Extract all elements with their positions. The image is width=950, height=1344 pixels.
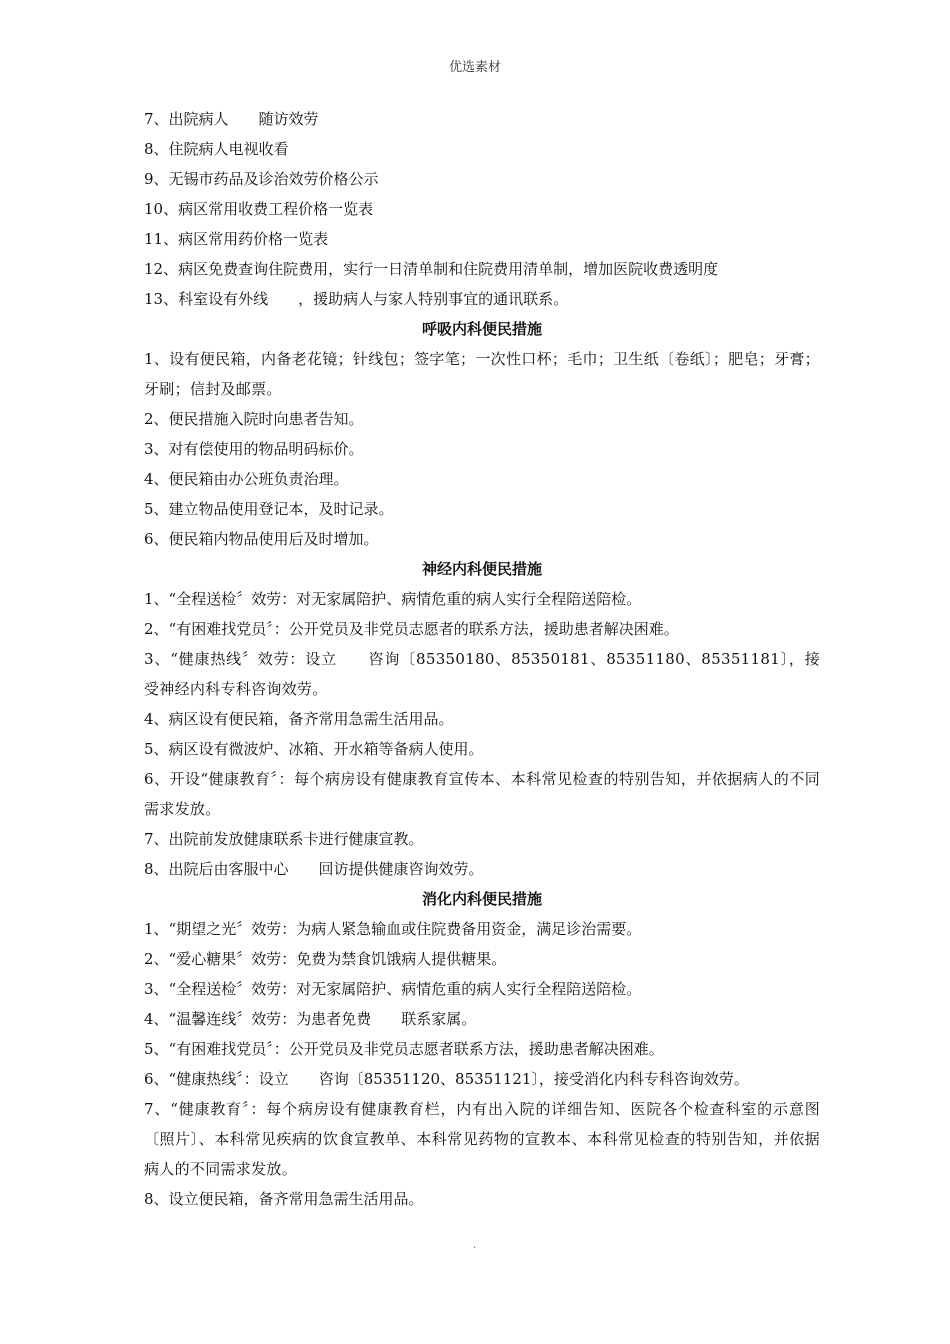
list-item: 6、开设“健康教育〞：每个病房设有健康教育宣传本、本科常见检查的特别告知，并依据病人的不同需求发放。 bbox=[144, 770, 820, 818]
list-item: 8、设立便民箱，备齐常用急需生活用品。 bbox=[144, 1190, 424, 1208]
list-item: 3、“健康热线〞效劳：设立 咨询〔85350180、85350181、85351180、85351181〕，接受神经内科专科咨询效劳。 bbox=[144, 650, 820, 698]
list-item: 11、病区常用药价格一览表 bbox=[144, 230, 329, 248]
list-item: 1、设有便民箱，内备老花镜；针线包；签字笔；一次性口杯；毛巾；卫生纸〔卷纸〕；肥皂；牙膏；牙刷；信封及邮票。 bbox=[144, 350, 820, 398]
list-item: 5、病区设有微波炉、冰箱、开水箱等备病人使用。 bbox=[144, 740, 484, 758]
section-heading-neurology: 神经内科便民措施 bbox=[421, 560, 542, 578]
list-item: 10、病区常用收费工程价格一览表 bbox=[144, 200, 374, 218]
list-item: 1、“全程送检〞效劳：对无家属陪护、病情危重的病人实行全程陪送陪检。 bbox=[144, 590, 642, 608]
list-item: 2、“有困难找党员〞：公开党员及非党员志愿者的联系方法，援助患者解决困难。 bbox=[144, 620, 679, 638]
list-item: 4、便民箱由办公班负责治理。 bbox=[144, 470, 349, 488]
list-item: 6、便民箱内物品使用后及时增加。 bbox=[144, 530, 379, 548]
page-footer-mark: . bbox=[473, 1240, 477, 1251]
list-item: 5、“有困难找党员〞：公开党员及非党员志愿者联系方法，援助患者解决困难。 bbox=[144, 1040, 664, 1058]
document-body bbox=[144, 104, 820, 1214]
list-item: 13、科室设有外线 ，援助病人与家人特别事宜的通讯联系。 bbox=[144, 290, 569, 308]
list-item: 7、出院病人 随访效劳 bbox=[144, 110, 319, 128]
list-item: 9、无锡市药品及诊治效劳价格公示 bbox=[144, 170, 379, 188]
list-item: 6、“健康热线〞：设立 咨询〔85351120、85351121〕，接受消化内科专科咨询效劳。 bbox=[144, 1070, 749, 1088]
list-item: 8、出院后由客服中心 回访提供健康咨询效劳。 bbox=[144, 860, 484, 878]
list-item: 4、病区设有便民箱，备齐常用急需生活用品。 bbox=[144, 710, 454, 728]
section-heading-gastroenterology: 消化内科便民措施 bbox=[421, 890, 542, 908]
list-item: 7、“健康教育〞：每个病房设有健康教育栏，内有出入院的详细告知、医院各个检查科室的示意图〔照片〕、本科常见疾病的饮食宣教单、本科常见药物的宣教本、本科常见检查的特别告知，并依据病人的不同需求发放。 bbox=[144, 1100, 820, 1178]
list-item: 8、住院病人电视收看 bbox=[144, 140, 289, 158]
list-item: 4、“温馨连线〞效劳：为患者免费 联系家属。 bbox=[144, 1010, 477, 1028]
list-item: 1、“期望之光〞效劳：为病人紧急输血或住院费备用资金，满足诊治需要。 bbox=[144, 920, 642, 938]
list-item: 3、对有偿使用的物品明码标价。 bbox=[144, 440, 364, 458]
list-item: 7、出院前发放健康联系卡进行健康宣教。 bbox=[144, 830, 424, 848]
list-item: 2、便民措施入院时向患者告知。 bbox=[144, 410, 364, 428]
list-item: 3、“全程送检〞效劳：对无家属陪护、病情危重的病人实行全程陪送陪检。 bbox=[144, 980, 642, 998]
section-heading-respiratory: 呼吸内科便民措施 bbox=[421, 320, 542, 338]
list-item: 2、“爱心糖果〞效劳：免费为禁食饥饿病人提供糖果。 bbox=[144, 950, 507, 968]
list-item: 12、病区免费查询住院费用，实行一日清单制和住院费用清单制，增加医院收费透明度 bbox=[144, 260, 719, 278]
page-header: 优选素材 bbox=[448, 60, 501, 75]
list-item: 5、建立物品使用登记本，及时记录。 bbox=[144, 500, 394, 518]
